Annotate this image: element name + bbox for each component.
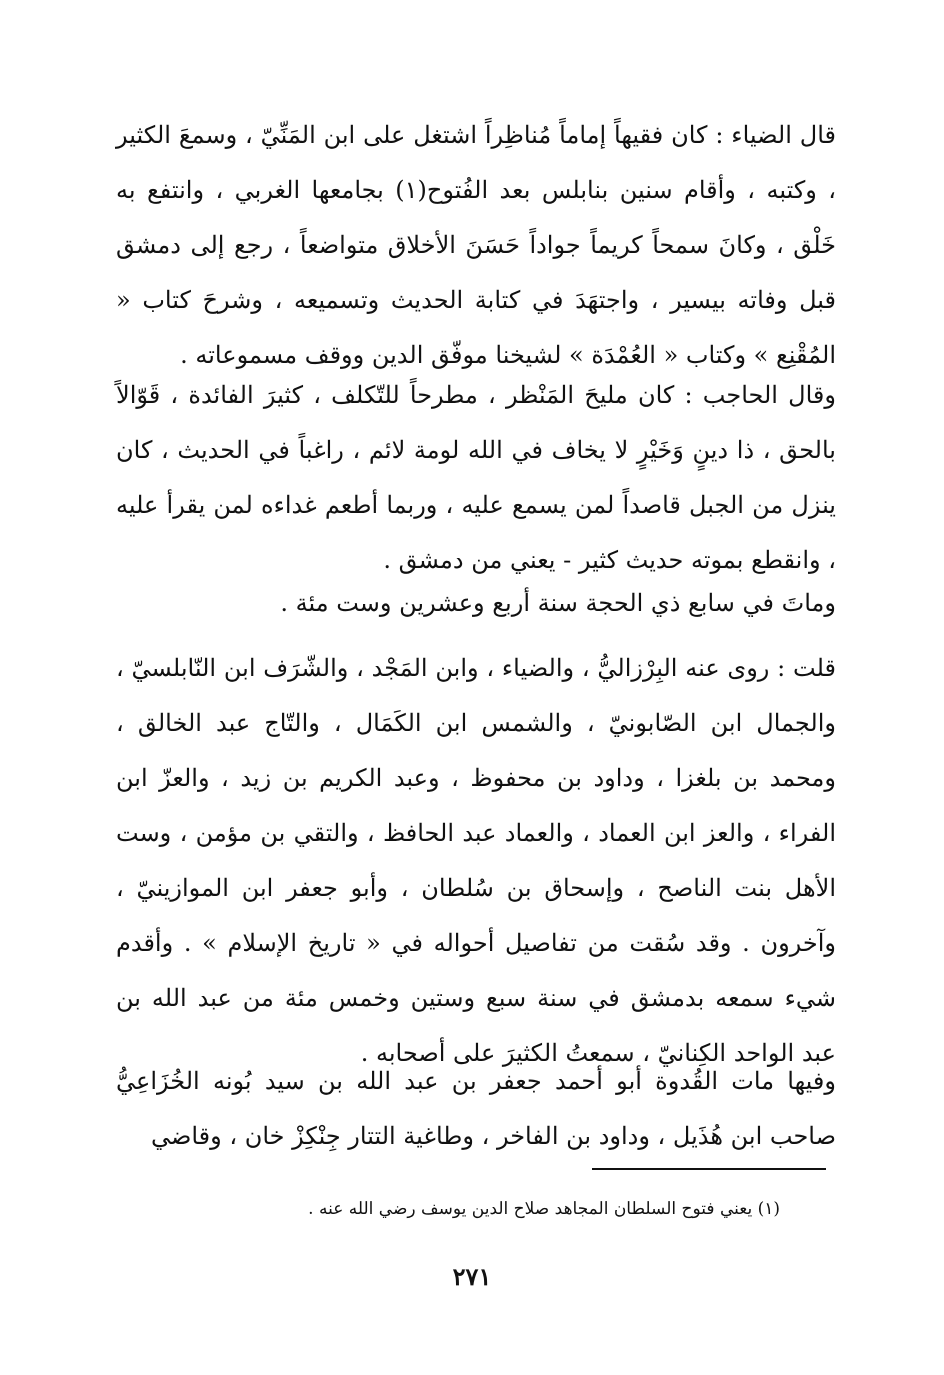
footnote-divider [592, 1168, 826, 1170]
paragraph-deaths-that-year: وفيها مات القُدوة أبو أحمد جعفر بن عبد الله بن سيد بُونه الخُزَاعِيُّ صاحب ابن هُذَيل ، وداود بن الفاخر ، وطاغية التتار جِنْكِزْ خان ، وقاضي [116, 1067, 836, 1150]
paragraph-death-date: وماتَ في سابع ذي الحجة سنة أربع وعشرين وست مئة . [280, 589, 836, 617]
page-number: ٢٧١ [452, 1262, 492, 1291]
paragraph-narrators: قلت : روى عنه البِرْزاليُّ ، والضياء ، وابن المَجْد ، والشّرَف ابن النّابلسيّ ، والجمال ابن الصّابونيّ ، والشمس ابن الكَمَال ، والتّاج عبد الخالق ، ومحمد بن بلغزا ، وداود بن محفوظ ، وعبد الكريم بن زيد ، والعزّ ابن الفراء ، والعز ابن العماد ، والعماد عبد الحافظ ، والتقي بن مؤمن ، وست الأهل بنت الناصح ، وإسحاق بن سُلطان ، وأبو جعفر ابن الموازينيّ ، وآخرون . وقد سُقت من تفاصيل أحواله في « تاريخ الإسلام » . وأقدم شيء سمعه بدمشق في سنة سبع وستين وخمس مئة من عبد الله بن عبد الواحد الكِنانيّ ، سمعتُ الكثيرَ على أصحابه . [116, 654, 836, 1067]
footnote: (١) يعني فتوح السلطان المجاهد صلاح الدين يوسف رضي الله عنه . [308, 1199, 780, 1219]
paragraph-dhiya-quote: قال الضياء : كان فقيهاً إماماً مُناظِراً اشتغل على ابن المَنِّيّ ، وسمعَ الكثير ، وكتبه ، وأقام سنين بنابلس بعد الفُتوح(١) بجامعها الغربي ، وانتفع به خَلْق ، وكانَ سمحاً كريماً جواداً حَسَنَ الأخلاق متواضعاً ، رجع إلى دمشق قبل وفاته بيسير ، واجتهَدَ في كتابة الحديث وتسميعه ، وشرحَ كتاب « المُقْنِع » وكتاب « العُمْدَة » لشيخنا موفّق الدين ووقف مسموعاته . [116, 121, 836, 369]
paragraph-hajib-quote: وقال الحاجب : كان مليحَ المَنْظر ، مطرحاً للتّكلف ، كثيرَ الفائدة ، قَوّالاً بالحق ، ذا دينٍ وَخَيْرٍ لا يخاف في الله لومة لائم ، راغباً في الحديث ، كان ينزل من الجبل قاصداً لمن يسمع عليه ، وربما أطعم غداءه لمن يقرأ عليه ، وانقطع بموته حديث كثير - يعني من دمشق . [116, 381, 836, 574]
